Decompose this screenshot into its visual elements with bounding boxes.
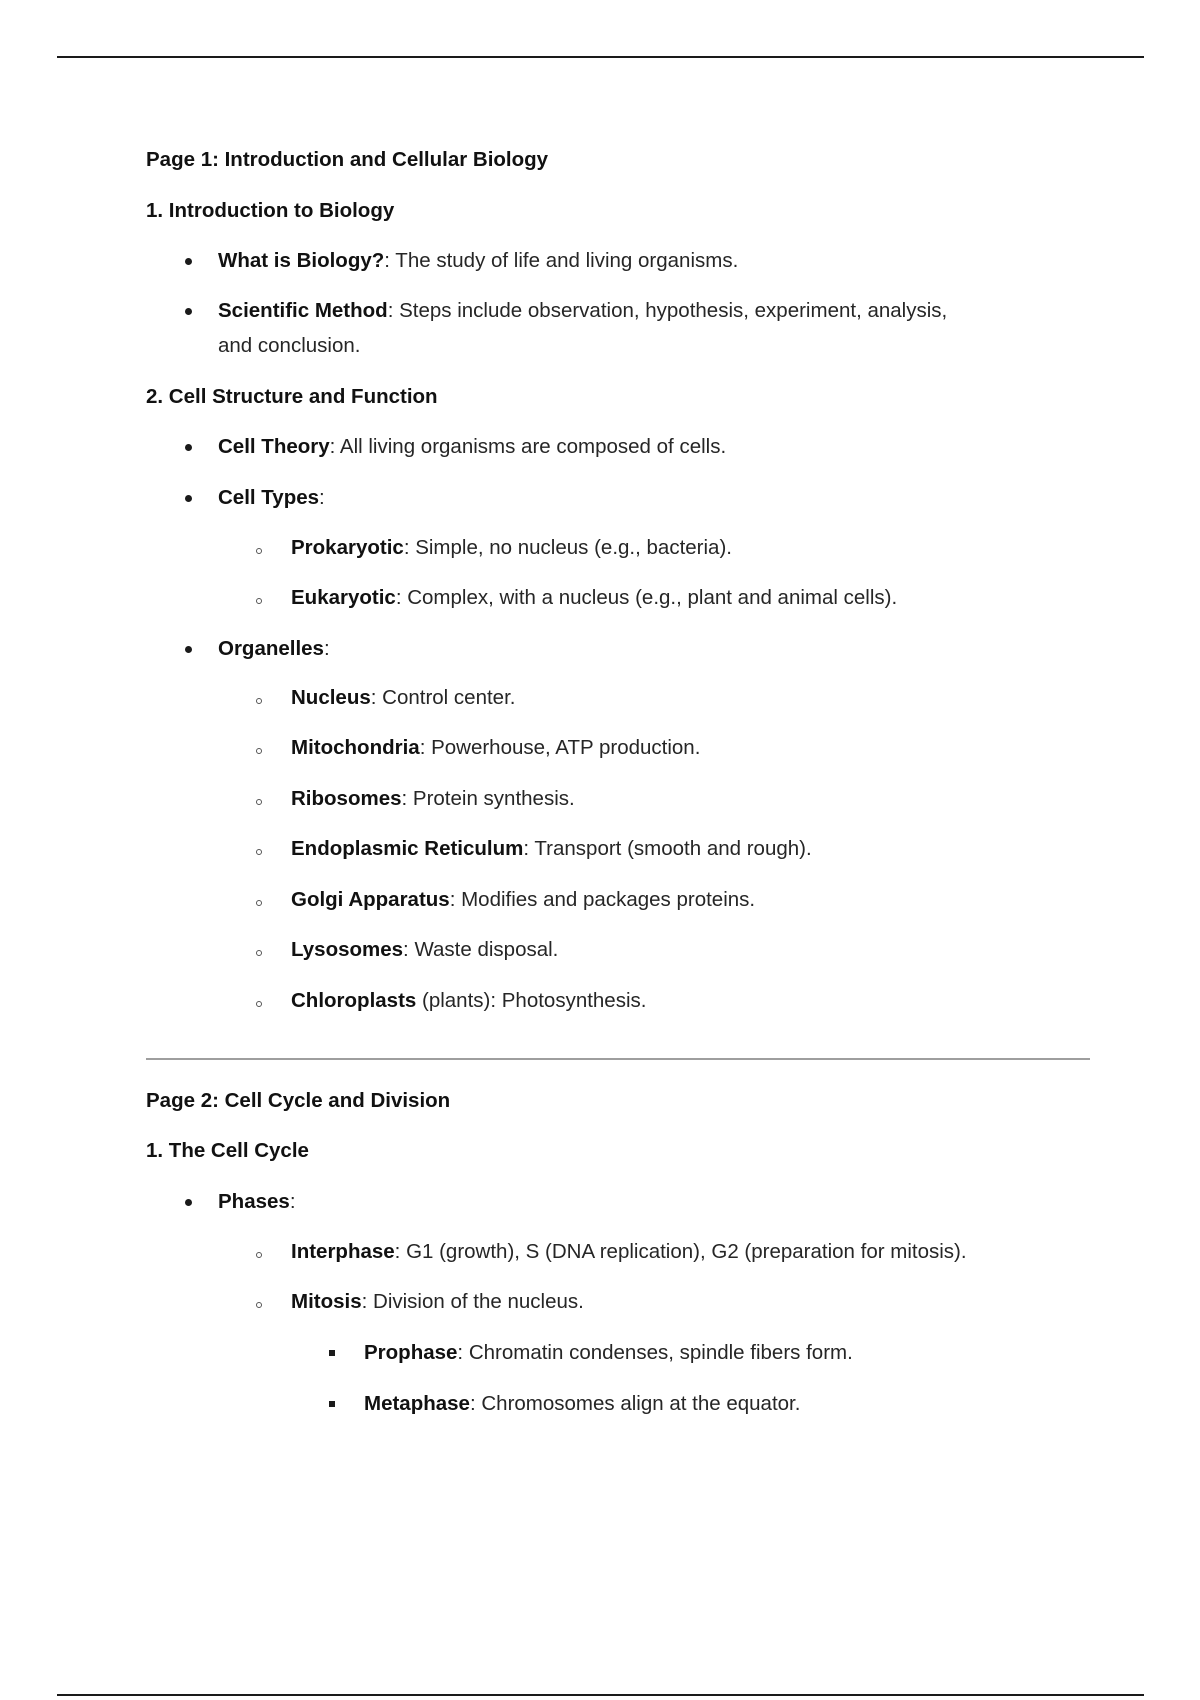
term: Organelles <box>218 637 324 660</box>
list-item-mitosis <box>291 1285 584 1319</box>
definition: : All living organisms are composed of cells. <box>329 435 727 458</box>
term: Interphase <box>291 1240 395 1263</box>
page2-title: Page 2: Cell Cycle and Division <box>146 1089 451 1112</box>
definition: : Powerhouse, ATP production. <box>419 736 701 759</box>
list-item-scientific-method <box>218 294 947 328</box>
bullet-circle-icon <box>256 950 262 956</box>
bullet-circle-icon <box>256 1001 262 1007</box>
bottom-border-rule <box>57 1694 1144 1696</box>
definition: : Waste disposal. <box>403 938 559 961</box>
bullet-circle-icon <box>256 698 262 704</box>
definition: (plants): Photosynthesis. <box>416 989 647 1012</box>
bullet-disc-icon <box>185 258 192 265</box>
section-divider <box>146 1058 1090 1060</box>
term: Cell Theory <box>218 435 330 458</box>
list-item-prokaryotic <box>291 531 732 565</box>
list-item-endoplasmic-reticulum <box>291 832 812 866</box>
bullet-circle-icon <box>256 598 262 604</box>
term: Endoplasmic Reticulum <box>291 837 524 860</box>
term: Golgi Apparatus <box>291 888 450 911</box>
term: Nucleus <box>291 686 371 709</box>
definition: : Modifies and packages proteins. <box>449 888 756 911</box>
list-item-mitochondria <box>291 731 700 765</box>
bullet-square-icon <box>329 1401 335 1407</box>
definition: : Simple, no nucleus (e.g., bacteria). <box>403 536 732 559</box>
list-item-chloroplasts <box>291 984 646 1018</box>
list-item-golgi-apparatus <box>291 883 755 917</box>
definition: : G1 (growth), S (DNA replication), G2 (preparation for mitosis). <box>394 1240 967 1263</box>
bullet-circle-icon <box>256 748 262 754</box>
term: Prophase <box>364 1341 458 1364</box>
top-border-rule <box>57 56 1144 58</box>
bullet-circle-icon <box>256 849 262 855</box>
bullet-disc-icon <box>185 1199 192 1206</box>
definition: : Transport (smooth and rough). <box>523 837 812 860</box>
section-heading-introduction: 1. Introduction to Biology <box>146 199 395 222</box>
definition: : Steps include observation, hypothesis, experiment, analysis, <box>387 299 948 322</box>
term: Phases <box>218 1190 290 1213</box>
definition: : Control center. <box>370 686 516 709</box>
term: Cell Types <box>218 486 320 509</box>
list-item-cell-types <box>218 481 325 515</box>
bullet-circle-icon <box>256 900 262 906</box>
term: Scientific Method <box>218 299 388 322</box>
bullet-disc-icon <box>185 444 192 451</box>
definition: : Chromatin condenses, spindle fibers form. <box>457 1341 853 1364</box>
list-item-nucleus <box>291 681 515 715</box>
list-item-eukaryotic <box>291 581 897 615</box>
bullet-disc-icon <box>185 495 192 502</box>
term: Mitosis <box>291 1290 362 1313</box>
definition: : <box>323 637 330 660</box>
term: Lysosomes <box>291 938 404 961</box>
definition: : Division of the nucleus. <box>361 1290 584 1313</box>
bullet-circle-icon <box>256 1302 262 1308</box>
list-item-ribosomes <box>291 782 575 816</box>
term: Eukaryotic <box>291 586 396 609</box>
bullet-disc-icon <box>185 646 192 653</box>
definition: : <box>319 486 325 509</box>
definition: : The study of life and living organisms. <box>384 249 739 272</box>
list-item-interphase <box>291 1235 967 1269</box>
bullet-circle-icon <box>256 799 262 805</box>
list-item-lysosomes <box>291 933 558 967</box>
bullet-square-icon <box>329 1350 335 1356</box>
list-item-what-is-biology <box>218 244 738 278</box>
term: What is Biology? <box>218 249 385 272</box>
definition: : Complex, with a nucleus (e.g., plant and animal cells). <box>395 586 898 609</box>
term: Prokaryotic <box>291 536 404 559</box>
term: Chloroplasts <box>291 989 417 1012</box>
definition: : <box>289 1190 296 1213</box>
page1-title: Page 1: Introduction and Cellular Biology <box>146 148 549 171</box>
list-item-prophase <box>364 1336 853 1370</box>
list-item-phases <box>218 1185 296 1219</box>
section-heading-cell-cycle: 1. The Cell Cycle <box>146 1139 309 1162</box>
definition: : Chromosomes align at the equator. <box>469 1392 801 1415</box>
term: Mitochondria <box>291 736 420 759</box>
definition: : Protein synthesis. <box>401 787 575 810</box>
bullet-disc-icon <box>185 308 192 315</box>
list-item-cell-theory <box>218 430 726 464</box>
list-item-metaphase <box>364 1387 800 1421</box>
bullet-circle-icon <box>256 1252 262 1258</box>
term: Metaphase <box>364 1392 470 1415</box>
bullet-circle-icon <box>256 548 262 554</box>
term: Ribosomes <box>291 787 402 810</box>
section-heading-cell-structure: 2. Cell Structure and Function <box>146 385 438 408</box>
list-item-organelles <box>218 632 330 666</box>
list-item-scientific-method-continued: and conclusion. <box>218 334 361 357</box>
